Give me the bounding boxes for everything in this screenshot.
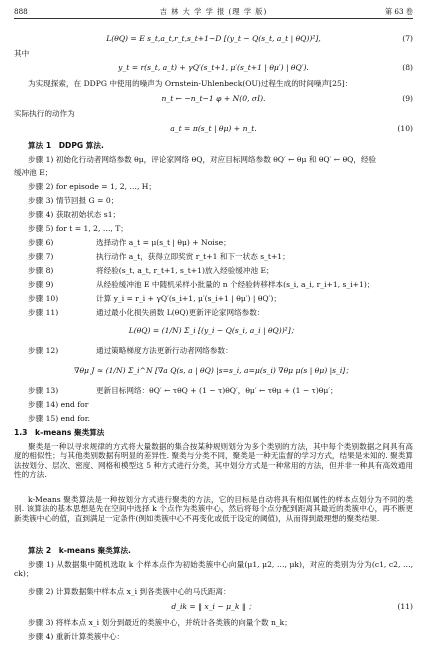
equation-gradient-text: ∇θμ J ≈ (1/N) Σ_i^N [∇a Q(s, a | θQ) |s=s_i, a=μ(s_i) ∇θμ μ(s | θμ) |s_i]； bbox=[74, 366, 353, 375]
alg1-step-text: 计算 y_i = r_i + γQ′(s_i+1, μ′(s_i+1 | θμ′) | θQ′)； bbox=[96, 294, 281, 303]
alg1-step bbox=[14, 400, 413, 409]
alg2-step-2: 步骤 2) 计算数据集中样本点 x_i 到各类簇中心的马氏距离： bbox=[28, 587, 231, 596]
equation-gradient bbox=[14, 366, 413, 375]
alg1-step-label: 步骤 2) bbox=[28, 182, 54, 191]
alg1-step bbox=[14, 182, 413, 191]
alg1-step-label: 步骤 10) bbox=[28, 294, 59, 303]
paragraph-clustering: 聚类是一种以寻求规律的方式将大量数据的集合按某种规则划分为多个类别的方法，其中每个类别数据之间具有高度的相似性；与其他类别数据有明显的差异性. 聚类与分类不同，聚类是一种无监督的学习方式，结果是未知的. 聚类算法按划分、层次、密度、网格和模型这 5 种方式进行分类，其中划分方式是一种常用的方法，但并非一种具有高效通用性的方法. bbox=[14, 442, 413, 480]
section-heading: 1.3 k-means 聚类算法 bbox=[14, 428, 105, 437]
alg1-step-text: 初始化行动者网络参数 θμ，评论家网络 θQ，对应目标网络参数 θQ′ ← θμ 和 θQ′ ← θQ，经验 bbox=[55, 155, 377, 164]
equation-9-number: (9) bbox=[402, 94, 413, 103]
volume-label: 第 63 卷 bbox=[384, 7, 413, 16]
alg1-step-text: for t = 1, 2, …, T； bbox=[55, 224, 128, 233]
alg1-step-label: 步骤 12) bbox=[28, 346, 59, 355]
alg1-step-label: 步骤 1) bbox=[28, 155, 54, 164]
alg1-step-text: 获取初始状态 s1； bbox=[55, 210, 121, 219]
equation-9 bbox=[14, 94, 413, 103]
algorithm-1-title: 算法 1 DDPG 算法. bbox=[28, 141, 104, 150]
equation-8-number: (8) bbox=[402, 63, 413, 72]
equation-loss-text: L(θQ) = (1/N) Σ_i [(y_i − Q(s_i, a_i | θQ))²]； bbox=[128, 326, 299, 335]
equation-11-text: d_ik = ‖ x_i − μ_k ‖ ； bbox=[171, 602, 256, 611]
alg1-step bbox=[14, 155, 413, 164]
page-header bbox=[14, 7, 413, 19]
alg1-step-text: end for. bbox=[60, 414, 90, 423]
equation-8-text: y_t = r(s_t, a_t) + γQ′(s_t+1, μ′(s_t+1 | θμ′) | θQ′). bbox=[118, 63, 309, 72]
alg1-step-text: end for bbox=[60, 400, 89, 409]
alg1-step-text: 更新目标网络：θQ′ ← τθQ + (1 − τ)θQ′，θμ′ ← τθμ + (1 − τ)θμ′； bbox=[96, 386, 338, 395]
equation-11-number: (11) bbox=[397, 602, 413, 611]
paragraph-kmeans: k-Means 聚类算法是一种按划分方式进行聚类的方法，它的目标是自动将具有相似属性的样本点划分为不同的类别. 该算法的基本思想是先在空间中选择 k 个点作为类簇中心，然后将每个点分配到距离其最近的类簇中心，再不断更新类簇中心的值，直到满足一定条件(例如类簇中心不再变化或低于设定的阈值)，从而得到最理想的聚类结果. bbox=[14, 495, 413, 523]
alg1-step-text: 执行动作 a_t，获得立即奖赏 r_t+1 和下一状态 s_t+1； bbox=[96, 252, 290, 261]
alg1-step-label: 步骤 3) bbox=[28, 196, 54, 205]
para-ou-noise: 为实现探索，在 DDPG 中使用的噪声为 Ornstein-Uhlenbeck(OU)过程生成的时间噪声[25]： bbox=[28, 79, 353, 88]
page-number: 888 bbox=[14, 7, 28, 16]
equation-7-text: L(θQ) = E s_t,a_t,r_t,s_t+1~D [(y_t − Q(s_t, a_t | θQ))²], bbox=[106, 34, 321, 43]
alg2-step-1: 步骤 1) 从数据集中随机选取 k 个样本点作为初始类簇中心向量(μ1, μ2, …, μk)，对应的类别为分为(c1, c2, …, ck)； bbox=[14, 560, 413, 579]
alg1-step-label: 步骤 8) bbox=[28, 266, 54, 275]
alg1-step-text: for episode = 1, 2, …, H； bbox=[55, 182, 157, 191]
journal-name: 吉 林 大 学 学 报 (理 学 版) bbox=[159, 7, 268, 16]
equation-7-number: (7) bbox=[402, 34, 413, 43]
text-qizhong: 其中 bbox=[14, 49, 30, 58]
alg1-step-text: 将经验(s_t, a_t, r_t+1, s_t+1)放入经验缓冲池 E； bbox=[96, 266, 274, 275]
alg1-step-label: 步骤 7) bbox=[28, 252, 54, 261]
alg1-step-cont bbox=[14, 168, 413, 177]
equation-10 bbox=[14, 124, 413, 133]
algorithm-2-title: 算法 2 k-means 聚类算法. bbox=[28, 546, 131, 555]
alg1-step-label: 步骤 14) bbox=[28, 400, 59, 409]
text-actual-action: 实际执行的动作为 bbox=[14, 109, 75, 118]
alg1-step-label: 步骤 6) bbox=[28, 238, 54, 247]
alg1-step-text: 通过最小化损失函数 L(θQ)更新评论家网络参数： bbox=[96, 308, 265, 317]
alg1-step-label: 步骤 15) bbox=[28, 414, 59, 423]
equation-10-text: a_t = π(s_t | θμ) + n_t. bbox=[170, 124, 257, 133]
equation-loss bbox=[14, 326, 413, 335]
equation-10-number: (10) bbox=[397, 124, 413, 133]
alg1-step-label: 步骤 9) bbox=[28, 280, 54, 289]
alg1-step-text: 通过策略梯度方法更新行动者网络参数： bbox=[96, 346, 233, 355]
equation-8 bbox=[14, 63, 413, 72]
alg1-step-label: 步骤 4) bbox=[28, 210, 54, 219]
alg1-step-text: 从经验缓冲池 E 中随机采样小批量的 n 个经验转移样本(s_i, a_i, r_i+1, s_i+1)； bbox=[96, 280, 375, 289]
alg1-step-label: 步骤 11) bbox=[28, 308, 59, 317]
equation-9-text: n_t ← −n_t−1 φ + N(0, σI). bbox=[161, 94, 266, 103]
alg1-step-label: 步骤 13) bbox=[28, 386, 59, 395]
alg1-step bbox=[14, 210, 413, 219]
alg2-step-3: 步骤 3) 将样本点 x_i 划分到最近的类簇中心，并统计各类簇的向量个数 n_k； bbox=[28, 618, 292, 627]
alg1-step-label: 步骤 5) bbox=[28, 224, 54, 233]
alg1-step-text: 缓冲池 E； bbox=[14, 168, 53, 177]
alg1-step-text: 选择动作 a_t = μ(s_t | θμ) + Noise； bbox=[96, 238, 231, 247]
alg2-step-4: 步骤 4) 重新计算类簇中心： bbox=[28, 632, 125, 641]
alg1-step bbox=[14, 224, 413, 233]
alg1-step-text: 情节回报 G = 0； bbox=[55, 196, 119, 205]
equation-7 bbox=[14, 34, 413, 43]
alg1-step bbox=[14, 196, 413, 205]
alg1-step bbox=[14, 414, 413, 423]
equation-11 bbox=[14, 602, 413, 611]
